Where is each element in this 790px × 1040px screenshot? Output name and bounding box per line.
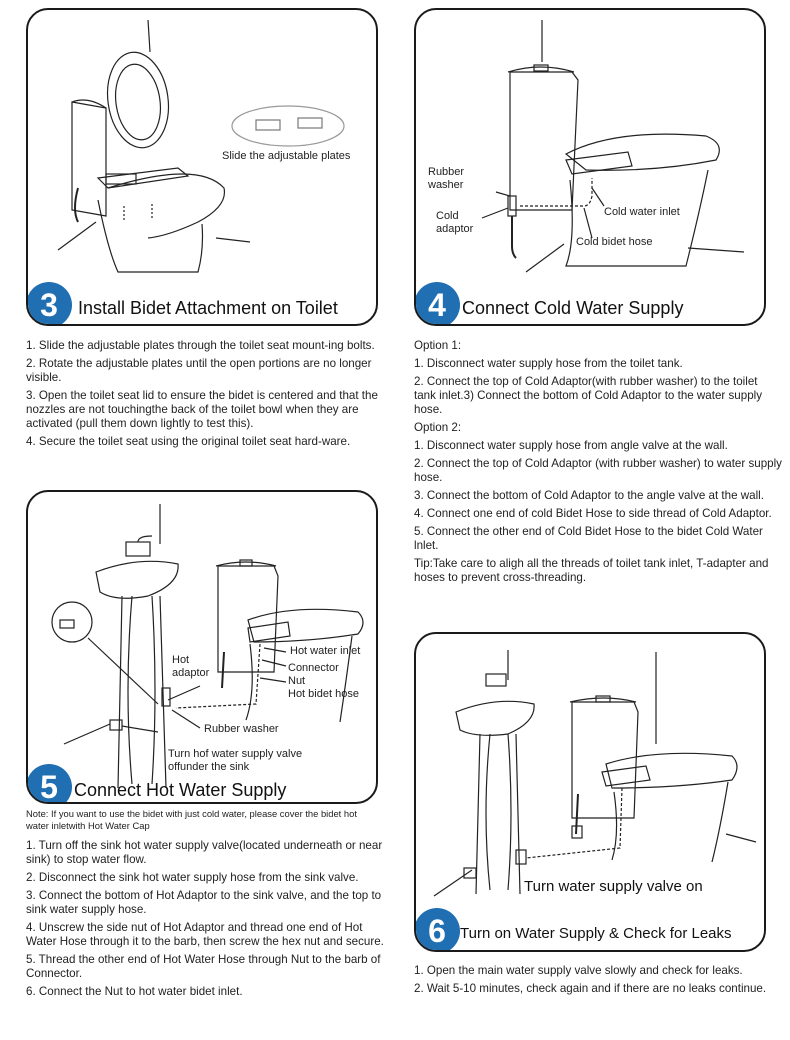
step-3-title: Install Bidet Attachment on Toilet [78, 298, 338, 318]
step-6-instruction: 1. Open the main water supply valve slowly and check for leaks. [414, 964, 743, 977]
step-5-instruction: 5. Thread the other end of Hot Water Hose through Nut to the barb of Connector. [26, 953, 381, 980]
step-3-instruction: 4. Secure the toilet seat using the original toilet seat hard-ware. [26, 435, 351, 448]
label-slide-plates: Slide the adjustable plates [222, 150, 351, 162]
step-4-instruction: 1. Disconnect water supply hose from angle valve at the wall. [414, 439, 728, 452]
panel-step-6 [414, 632, 766, 952]
label-rubber-washer: Rubber washer [428, 166, 465, 191]
label-connector: Connector [288, 662, 339, 674]
step-6-overlay-label: Turn water supply valve on [524, 878, 703, 895]
label-hot-adaptor: Hot adaptor [172, 654, 210, 679]
step-5-instructions [26, 839, 384, 1003]
step-6-instruction: 2. Wait 5-10 minutes, check again and if there are no leaks continue. [414, 982, 767, 995]
label-hot-bidet-hose: Hot bidet hose [288, 688, 359, 700]
turn-on-water-illustration [416, 634, 766, 952]
step-4-instruction: 2. Connect the top of Cold Adaptor(with rubber washer) to the toilet tank inlet.3) Connect the bottom of Cold Adaptor to the water supply hose. [414, 375, 763, 416]
step-5-instruction: 4. Unscrew the side nut of Hot Adaptor and thread one end of Hot Water Hose through it to the barb, then screw the hex nut and secure. [26, 921, 384, 948]
step-5-note: Note: If you want to use the bidet with just cold water, please cover the bidet hot water inletwith Hot Water Cap [26, 808, 357, 831]
panel-step-4 [414, 8, 766, 326]
step-4-instructions [414, 339, 782, 589]
step-5-instruction: 6. Connect the Nut to hot water bidet inlet. [26, 985, 243, 998]
label-turn-off-valve: Turn hof water supply valve offunder the sink [168, 748, 303, 773]
step-4-instruction: 4. Connect one end of cold Bidet Hose to side thread of Cold Adaptor. [414, 507, 772, 520]
step-4-instruction: 1. Disconnect water supply hose from the toilet tank. [414, 357, 683, 370]
step-3-instruction: 2. Rotate the adjustable plates until the open portions are no longer visible. [26, 357, 372, 384]
step-3-instruction: 1. Slide the adjustable plates through the toilet seat mount-ing bolts. [26, 339, 375, 352]
label-rubber-washer: Rubber washer [204, 723, 279, 735]
step-4-instruction: Tip:Take care to aligh all the threads of toilet tank inlet, T-adapter and hoses to prevent cross-threading. [414, 557, 769, 584]
step-5-title: Connect Hot Water Supply [74, 780, 287, 800]
step-3-instructions [26, 339, 378, 453]
step-3-number: 3 [26, 282, 72, 326]
step-4-instruction: 5. Connect the other end of Cold Bidet Hose to the bidet Cold Water lnlet. [414, 525, 763, 552]
step-5-instruction: 2. Disconnect the sink hot water supply hose from the sink valve. [26, 871, 359, 884]
step-5-instruction: 3. Connect the bottom of Hot Adaptor to the sink valve, and the top to sink water supply hose. [26, 889, 382, 916]
step-4-instruction: 3. Connect the bottom of Cold Adaptor to the angle valve at the wall. [414, 489, 764, 502]
label-hot-water-inlet: Hot water inlet [290, 645, 361, 657]
step-3-instruction: 3. Open the toilet seat lid to ensure the bidet is centered and that the nozzles are not touchingthe back of the toilet bowl when they are activated (pull them down lightly to test this). [26, 389, 378, 430]
label-cold-bidet-hose: Cold bidet hose [576, 236, 653, 248]
step-4-number: 4 [414, 282, 460, 326]
step-4-instruction: Option 1: [414, 339, 462, 352]
label-cold-water-inlet: Cold water inlet [604, 206, 680, 218]
label-nut: Nut [288, 675, 306, 687]
label-cold-adaptor: Cold adaptor [436, 210, 474, 235]
step-6-instructions [414, 964, 770, 1000]
step-4-instruction: 2. Connect the top of Cold Adaptor (with rubber washer) to water supply hose. [414, 457, 782, 484]
step-6-title: Turn on Water Supply & Check for Leaks [460, 925, 732, 942]
panel-step-3 [26, 8, 378, 326]
step-5-number: 5 [26, 764, 72, 804]
step-6-number: 6 [414, 908, 460, 952]
step-5-instruction: 1. Turn off the sink hot water supply valve(located underneath or near sink) to stop water flow. [26, 839, 383, 866]
step-4-title: Connect Cold Water Supply [462, 298, 684, 318]
panel-step-5 [26, 490, 378, 804]
toilet-bidet-install-illustration [28, 10, 378, 326]
step-4-instruction: Option 2: [414, 421, 462, 434]
